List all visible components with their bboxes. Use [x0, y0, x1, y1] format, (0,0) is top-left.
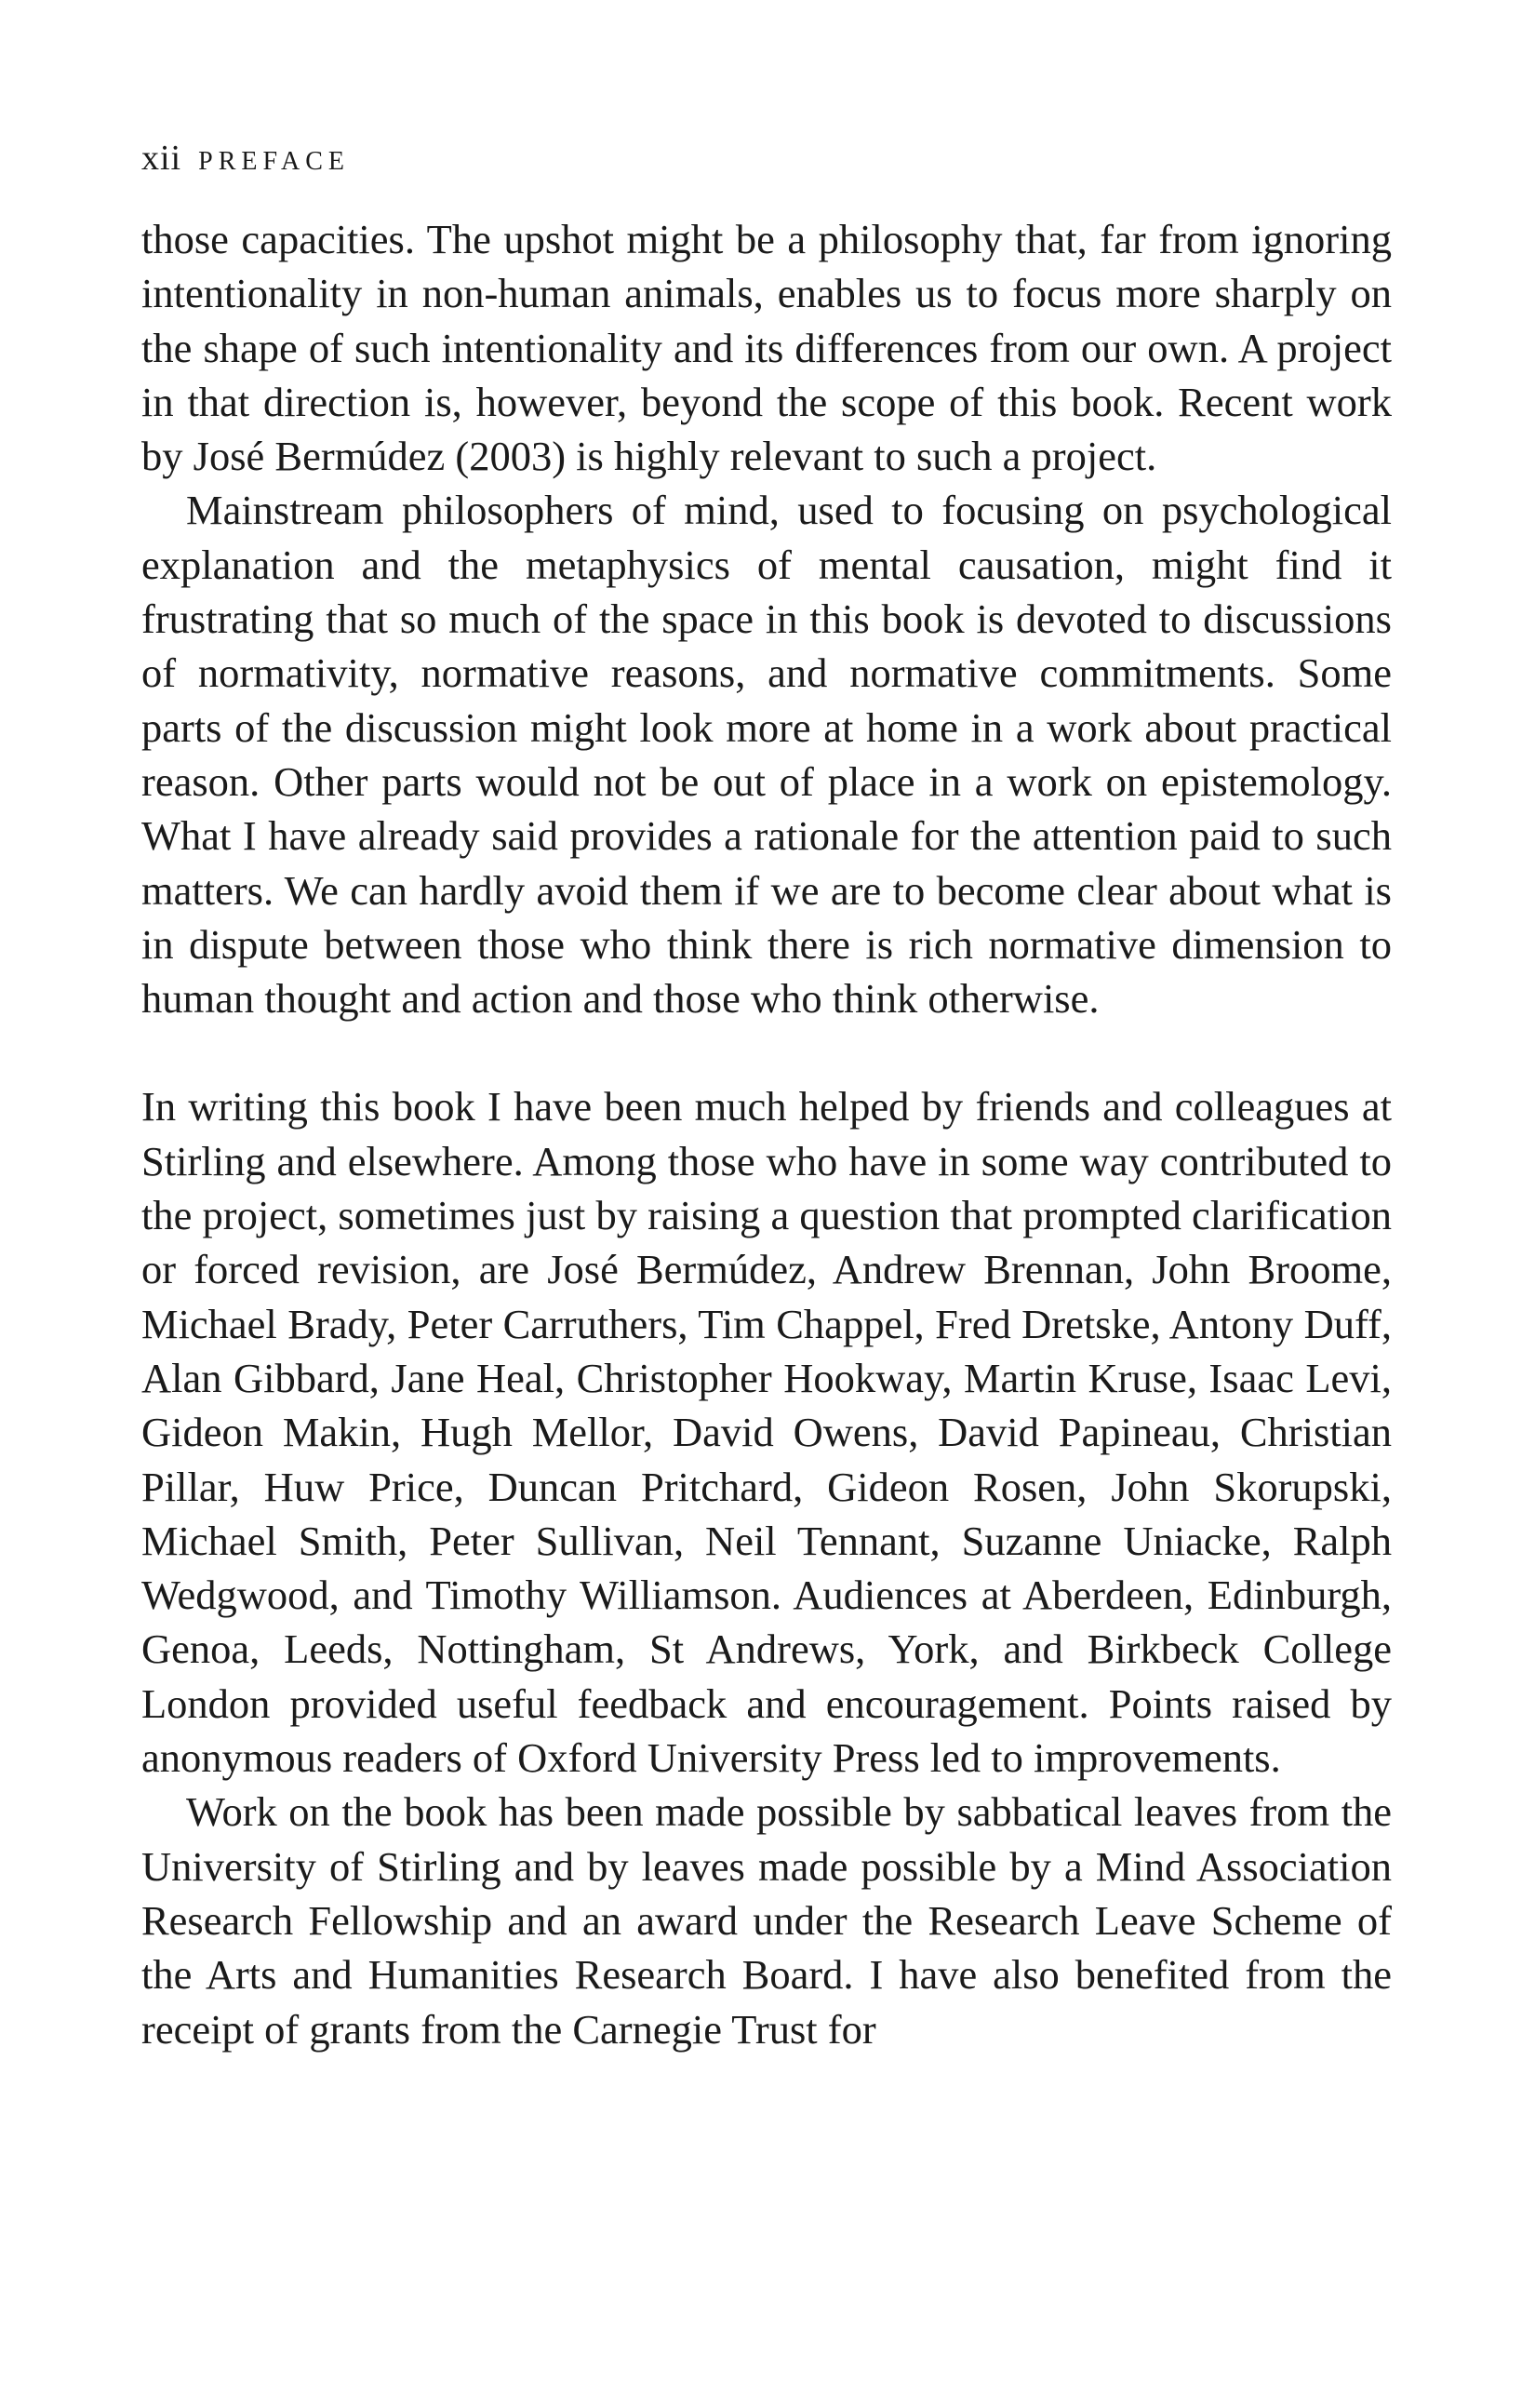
- paragraph-4: Work on the book has been made possible by sabbatical leaves from the University of Stirling and by leaves made possible by a Mind Association Research Fellowship and an award under the Research Leave Scheme of the Arts and Humanities Research Board. I have also benefited from the receipt of grants from the Carnegie Trust for: [141, 1788, 1392, 2053]
- section-break: [141, 1025, 1392, 1079]
- body-text: [141, 212, 1392, 2056]
- section-title: PREFACE: [198, 147, 350, 176]
- paragraph-2: Mainstream philosophers of mind, used to focusing on psychological explanation and the metaphysics of mental causation, might find it frustrating that so much of the space in this book is devoted to discussions of normativity, normative reasons, and normative commitments. Some parts of the discussion might look more at home in a work about practical reason. Other parts would not be out of place in a work on epistemology. What I have already said provides a rationale for the attention paid to such matters. We can hardly avoid them if we are to become clear about what is in dispute between those who think there is rich normative dimension to human thought and action and those who think otherwise.: [141, 487, 1392, 1023]
- running-head: [141, 140, 350, 181]
- page-number: xii: [141, 139, 182, 178]
- paragraph-3: In writing this book I have been much helped by friends and colleagues at Stirling and elsewhere. Among those who have in some way contributed to the project, sometimes just by raising a question that prompted clarification or forced revision, are José Bermúdez, Andrew Brennan, John Broome, Michael Brady, Peter Carruthers, Tim Chappel, Fred Dretske, Antony Duff, Alan Gibbard, Jane Heal, Christopher Hookway, Martin Kruse, Isaac Levi, Gideon Makin, Hugh Mellor, David Owens, David Papineau, Christian Pillar, Huw Price, Duncan Pritchard, Gideon Rosen, John Skorupski, Michael Smith, Peter Sullivan, Neil Tennant, Suzanne Uniacke, Ralph Wedgwood, and Timothy Williamson. Audiences at Aberdeen, Edinburgh, Genoa, Leeds, Nottingham, St Andrews, York, and Birkbeck College London provided useful feedback and encouragement. Points raised by anonymous readers of Oxford University Press led to improvements.: [141, 1083, 1392, 1782]
- paragraph-1: those capacities. The upshot might be a philosophy that, far from ignoring intentionality in non-human animals, enables us to focus more sharply on the shape of such intentionality and its differences from our own. A project in that direction is, however, beyond the scope of this book. Recent work by José Bermúdez (2003) is highly relevant to such a project.: [141, 216, 1392, 480]
